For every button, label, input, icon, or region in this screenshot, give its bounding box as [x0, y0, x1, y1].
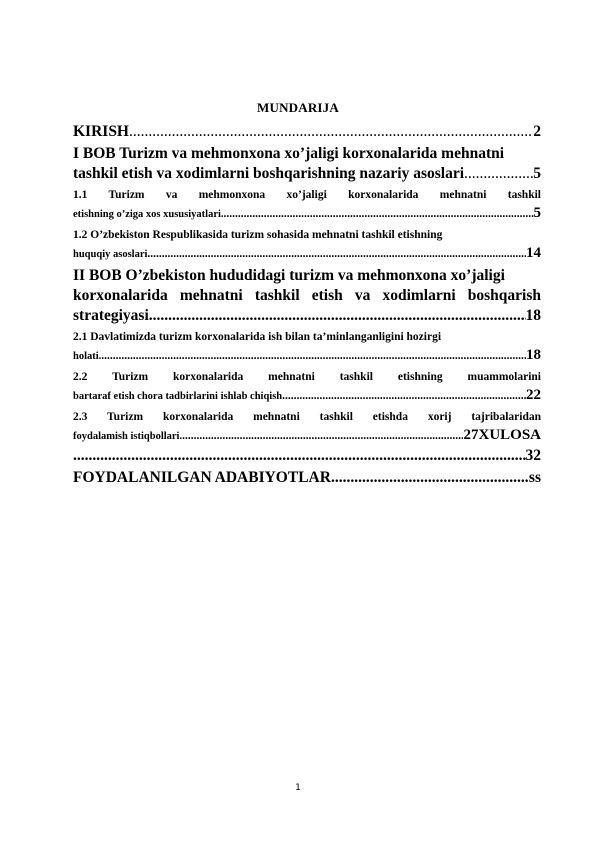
toc-entry-text: 2.3 Turizm korxonalarida mehnatni tashkil etishda xorij tajribalaridan	[73, 411, 541, 423]
toc-entry-xulosa[interactable]	[73, 446, 541, 466]
toc-page-number: 2	[533, 123, 541, 140]
toc-entry-text: 1.2 O’zbekiston Respublikasida turizm sohasida mehnatni tashkil etishning	[73, 229, 443, 241]
leader-dots	[224, 205, 534, 223]
toc-entry-kirish[interactable]	[73, 122, 541, 142]
toc-page-number: 27	[463, 427, 479, 443]
leader-dots	[101, 347, 526, 365]
toc-entry-text: etishning o’ziga xos xususiyatlari.	[73, 209, 224, 220]
toc-entry-2-1[interactable]	[73, 328, 541, 366]
toc-page-number: 22	[526, 387, 541, 403]
page-title: MUNDARIJA	[257, 100, 339, 115]
toc-entry-text: korxonalarida mehnatni tashkil etish va xodimlarni boshqarish	[73, 287, 541, 304]
toc-entry-text: 2.1 Davlatimizda turizm korxonalarida ish bilan ta’minlanganligini hozirgi	[73, 331, 442, 343]
toc-entry-2-2[interactable]	[73, 368, 541, 406]
toc-entry-text: holati.	[73, 351, 102, 362]
page-number: 1	[295, 783, 301, 793]
toc-entry-1-1[interactable]	[73, 186, 541, 224]
toc-entry-text: 2.2 Turizm korxonalarida mehnatni tashkil etishning muammolarini	[73, 371, 541, 383]
toc-page-number: 18	[526, 347, 541, 363]
toc-page-number: 5	[533, 165, 541, 182]
toc-entry-text: huquqiy asoslari	[73, 249, 148, 260]
toc-page-number: 18	[525, 307, 541, 324]
toc-page-number: 5	[533, 205, 541, 221]
leader-dots	[147, 245, 526, 263]
toc-entry-text: KIRISH	[73, 123, 129, 140]
toc-entry-xulosa-title[interactable]: XULOSA	[478, 427, 541, 443]
toc-entry-text: bartaraf etish chora tadbirlarini ishlab chiqish	[73, 391, 283, 402]
toc-page-number: 32	[525, 447, 541, 464]
toc-entry-text: FOYDALANILGAN ADABIYOTLAR	[73, 469, 331, 486]
toc-entry-2-3[interactable]	[73, 408, 541, 446]
toc-page-number: ss	[528, 469, 541, 486]
toc-entry-text: 1.1 Turizm va mehmonxona xo’jaligi korxonalarida mehnatni tashkil	[73, 189, 541, 201]
leader-dots	[73, 446, 526, 466]
leader-dots	[153, 306, 526, 326]
toc-entry-text: strategiyasi.	[73, 307, 153, 324]
toc-entry-text: II BOB O’zbekiston hududidagi turizm va mehmonxona xo’jaligi	[73, 267, 505, 284]
table-of-contents	[73, 122, 541, 488]
toc-entry-text: foydalamish istiqbollari.	[73, 431, 183, 442]
toc-entry-bob-1[interactable]	[73, 144, 541, 184]
leader-dots	[129, 122, 533, 142]
toc-entry-bob-2[interactable]	[73, 266, 541, 326]
leader-dots	[464, 164, 533, 184]
toc-entry-adabiyotlar[interactable]	[73, 468, 541, 488]
toc-entry-text: tashkil etish va xodimlarni boshqarishning nazariy asoslari	[73, 165, 465, 182]
leader-dots	[182, 427, 463, 445]
toc-page-number: 14	[526, 245, 541, 261]
toc-entry-1-2[interactable]	[73, 226, 541, 264]
toc-entry-text: I BOB Turizm va mehmonxona xo’jaligi korxonalarida mehnatni	[73, 145, 505, 162]
leader-dots	[282, 387, 526, 405]
leader-dots	[331, 468, 529, 488]
